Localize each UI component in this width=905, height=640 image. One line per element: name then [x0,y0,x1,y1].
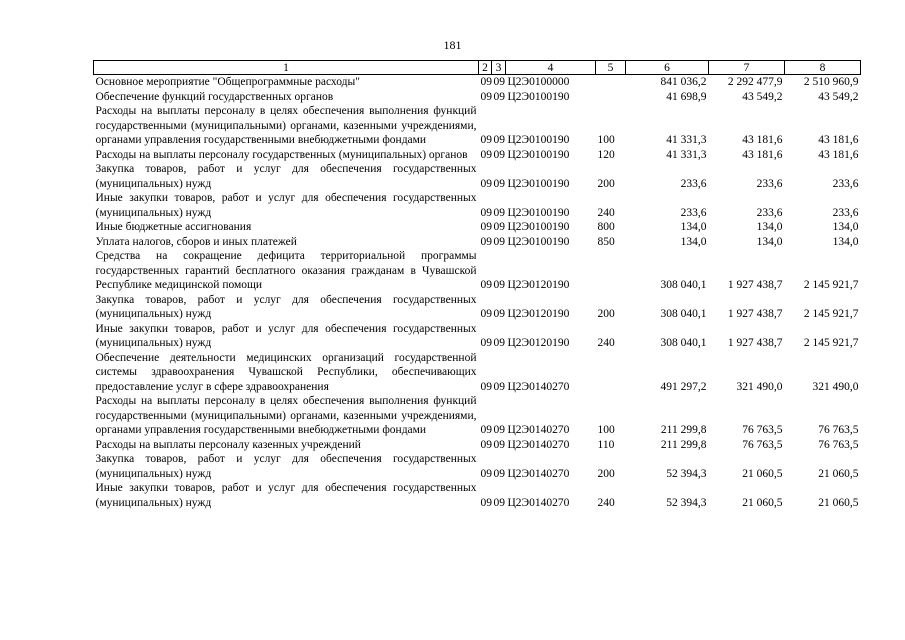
row-amount-3-cell: 43 181,6 [818,134,859,146]
row-code-cell: Ц2Э0100190 [507,235,570,248]
header-col-3: 3 [492,61,506,75]
header-row [94,61,861,75]
row-subsection-cell: 09 [493,134,505,146]
row-amount-2-cell: 233,6 [756,177,783,190]
row-amount-2-cell: 43 549,2 [742,90,783,103]
row-code-cell: Ц2Э0100190 [507,148,570,161]
row-section-cell: 09 [480,221,492,233]
table-row [94,394,861,438]
row-name-cell: Закупка товаров, работ и услуг для обеспечения государственных (муниципальных) нужд [95,293,477,320]
row-subsection-cell: 09 [493,235,505,248]
row-code-cell: Ц2Э0100000 [507,76,570,88]
row-code-cell: Ц2Э0120190 [507,337,570,349]
row-code-cell: Ц2Э0100190 [507,134,570,146]
row-expense-type-cell [596,351,626,395]
row-amount-1-cell: 41 698,9 [666,90,707,103]
table-row [94,162,861,191]
row-section-cell: 09 [480,424,492,436]
row-amount-1-cell: 211 299,8 [660,438,707,451]
row-amount-3-cell: 233,6 [832,206,859,219]
row-amount-3-cell: 134,0 [832,235,859,248]
header-col-4: 4 [506,61,596,75]
row-amount-2-cell: 43 181,6 [742,148,783,161]
row-amount-2-cell: 21 060,5 [742,467,783,480]
row-amount-3-cell: 233,6 [832,177,859,190]
row-section-cell: 09 [480,438,492,451]
row-section-cell: 09 [480,206,492,219]
table-row [94,148,861,163]
row-amount-1-cell: 134,0 [680,235,707,248]
row-code-cell: Ц2Э0140270 [507,424,570,436]
row-expense-type-cell: 120 [597,148,615,161]
row-name-cell: Иные бюджетные ассигнования [95,221,252,233]
header-col-6: 6 [626,61,709,75]
row-expense-type-cell: 240 [597,496,615,509]
row-code-cell: Ц2Э0140270 [507,467,570,480]
row-amount-1-cell: 134,0 [680,221,707,233]
header-col-2: 2 [479,61,492,75]
row-amount-3-cell: 2 145 921,7 [803,279,859,291]
table-body [94,75,861,511]
row-code-cell: Ц2Э0120190 [507,279,570,291]
row-code-cell: Ц2Э0120190 [507,308,570,320]
row-amount-1-cell: 491 297,2 [660,380,707,393]
row-expense-type-cell: 200 [597,467,615,480]
row-amount-1-cell: 308 040,1 [660,279,707,291]
row-expense-type-cell [596,75,626,90]
row-amount-1-cell: 41 331,3 [666,148,707,161]
row-expense-type-cell [596,90,626,105]
row-subsection-cell: 09 [493,337,505,349]
row-amount-3-cell: 21 060,5 [818,496,859,509]
row-expense-type-cell: 200 [597,308,615,320]
row-amount-3-cell: 43 549,2 [818,90,859,103]
row-expense-type-cell: 800 [597,221,615,233]
row-expense-type-cell: 850 [597,235,615,248]
row-code-cell: Ц2Э0140270 [507,438,570,451]
row-amount-2-cell: 21 060,5 [742,496,783,509]
row-expense-type-cell: 110 [597,438,615,451]
table-row [94,293,861,322]
row-section-cell: 09 [480,134,492,146]
table-header [94,61,861,75]
row-amount-2-cell: 76 763,5 [742,424,783,436]
row-amount-3-cell: 134,0 [832,221,859,233]
row-code-cell: Ц2Э0100190 [507,206,570,219]
row-amount-1-cell: 52 394,3 [666,496,707,509]
row-amount-2-cell: 1 927 438,7 [727,308,783,320]
row-amount-2-cell: 1 927 438,7 [727,279,783,291]
row-amount-3-cell: 321 490,0 [812,380,859,393]
row-expense-type-cell: 100 [597,424,615,436]
header-col-5: 5 [596,61,626,75]
header-col-7: 7 [709,61,785,75]
row-amount-2-cell: 43 181,6 [742,134,783,146]
row-amount-2-cell: 321 490,0 [736,380,783,393]
row-amount-1-cell: 233,6 [680,206,707,219]
row-name-cell: Обеспечение функций государственных органов [95,90,334,103]
row-section-cell: 09 [480,496,492,509]
row-name-cell: Иные закупки товаров, работ и услуг для обеспечения государственных (муниципальных) нужд [95,322,477,349]
row-name-cell: Расходы на выплаты персоналу казенных учреждений [95,438,361,451]
header-col-8: 8 [785,61,861,75]
table-row [94,235,861,250]
row-amount-1-cell: 841 036,2 [660,76,707,88]
row-subsection-cell: 09 [493,380,505,393]
row-subsection-cell: 09 [493,76,505,88]
row-subsection-cell: 09 [493,279,505,291]
row-subsection-cell: 09 [493,424,505,436]
row-code-cell: Ц2Э0100190 [507,221,570,233]
table-row [94,322,861,351]
budget-table [93,60,861,510]
table-row [94,104,861,148]
row-code-cell: Ц2Э0100190 [507,90,570,103]
header-col-1: 1 [94,61,479,75]
row-code-cell: Ц2Э0140270 [507,380,570,393]
row-name-cell: Средства на сокращение дефицита территориальной программы государственных гарантий бесплатного оказания гражданам в Чувашской Республике медицинской помощи [95,250,477,291]
row-expense-type-cell: 240 [597,206,615,219]
row-name-cell: Основное мероприятие "Общепрограммные расходы" [95,76,360,88]
row-name-cell: Иные закупки товаров, работ и услуг для обеспечения государственных (муниципальных) нужд [95,192,477,219]
row-amount-1-cell: 308 040,1 [660,337,707,349]
row-expense-type-cell: 100 [597,134,615,146]
row-amount-2-cell: 76 763,5 [742,438,783,451]
row-section-cell: 09 [480,177,492,190]
row-expense-type-cell: 200 [597,177,615,190]
row-name-cell: Расходы на выплаты персоналу государственных (муниципальных) органов [95,148,468,161]
row-section-cell: 09 [480,467,492,480]
row-amount-1-cell: 233,6 [680,177,707,190]
row-code-cell: Ц2Э0140270 [507,496,570,509]
row-section-cell: 09 [480,308,492,320]
row-amount-3-cell: 2 145 921,7 [803,337,859,349]
table-row [94,249,861,293]
table-row [94,481,861,510]
row-subsection-cell: 09 [493,177,505,190]
row-amount-3-cell: 21 060,5 [818,467,859,480]
row-amount-2-cell: 233,6 [756,206,783,219]
row-name-cell: Уплата налогов, сборов и иных платежей [95,235,297,248]
row-amount-3-cell: 2 510 960,9 [803,76,859,88]
row-name-cell: Обеспечение деятельности медицинских организаций государственной системы здравоохранения Чувашской Республики, обеспечивающих предоставление услуг в сфере здравоохранения [95,351,477,393]
row-subsection-cell: 09 [493,221,505,233]
row-amount-2-cell: 134,0 [756,221,783,233]
row-amount-1-cell: 41 331,3 [666,134,707,146]
row-subsection-cell: 09 [493,438,505,451]
row-section-cell: 09 [480,90,492,103]
row-amount-2-cell: 1 927 438,7 [727,337,783,349]
row-section-cell: 09 [480,148,492,161]
row-amount-3-cell: 2 145 921,7 [803,308,859,320]
row-name-cell: Расходы на выплаты персоналу в целях обеспечения выполнения функций государственными (муниципальными) органами, казенными учреждениями, органами управления государственными внебюджетными фондами [95,105,477,146]
row-amount-3-cell: 76 763,5 [818,438,859,451]
table-row [94,220,861,235]
row-subsection-cell: 09 [493,467,505,480]
row-name-cell: Иные закупки товаров, работ и услуг для обеспечения государственных (муниципальных) нужд [95,482,477,509]
row-amount-1-cell: 52 394,3 [666,467,707,480]
table-row [94,351,861,395]
row-section-cell: 09 [480,380,492,393]
table-row [94,452,861,481]
table-row [94,191,861,220]
row-section-cell: 09 [480,279,492,291]
row-expense-type-cell: 240 [597,337,615,349]
row-amount-2-cell: 134,0 [756,235,783,248]
table-row [94,75,861,90]
row-subsection-cell: 09 [493,308,505,320]
row-subsection-cell: 09 [493,148,505,161]
row-name-cell: Закупка товаров, работ и услуг для обеспечения государственных (муниципальных) нужд [95,453,477,480]
row-amount-1-cell: 211 299,8 [660,424,707,436]
row-amount-2-cell: 2 292 477,9 [727,76,783,88]
table-row [94,90,861,105]
row-name-cell: Расходы на выплаты персоналу в целях обеспечения выполнения функций государственными (муниципальными) органами, казенными учреждениями, органами управления государственными внебюджетными фондами [95,395,477,436]
row-subsection-cell: 09 [493,90,505,103]
row-section-cell: 09 [480,76,492,88]
row-subsection-cell: 09 [493,496,505,509]
row-amount-1-cell: 308 040,1 [660,308,707,320]
page-number: 181 [443,38,462,52]
table-row [94,438,861,453]
row-amount-3-cell: 76 763,5 [818,424,859,436]
row-amount-3-cell: 43 181,6 [818,148,859,161]
row-section-cell: 09 [480,235,492,248]
row-subsection-cell: 09 [493,206,505,219]
row-section-cell: 09 [480,337,492,349]
row-code-cell: Ц2Э0100190 [507,177,570,190]
row-name-cell: Закупка товаров, работ и услуг для обеспечения государственных (муниципальных) нужд [95,163,477,190]
row-expense-type-cell [596,249,626,293]
